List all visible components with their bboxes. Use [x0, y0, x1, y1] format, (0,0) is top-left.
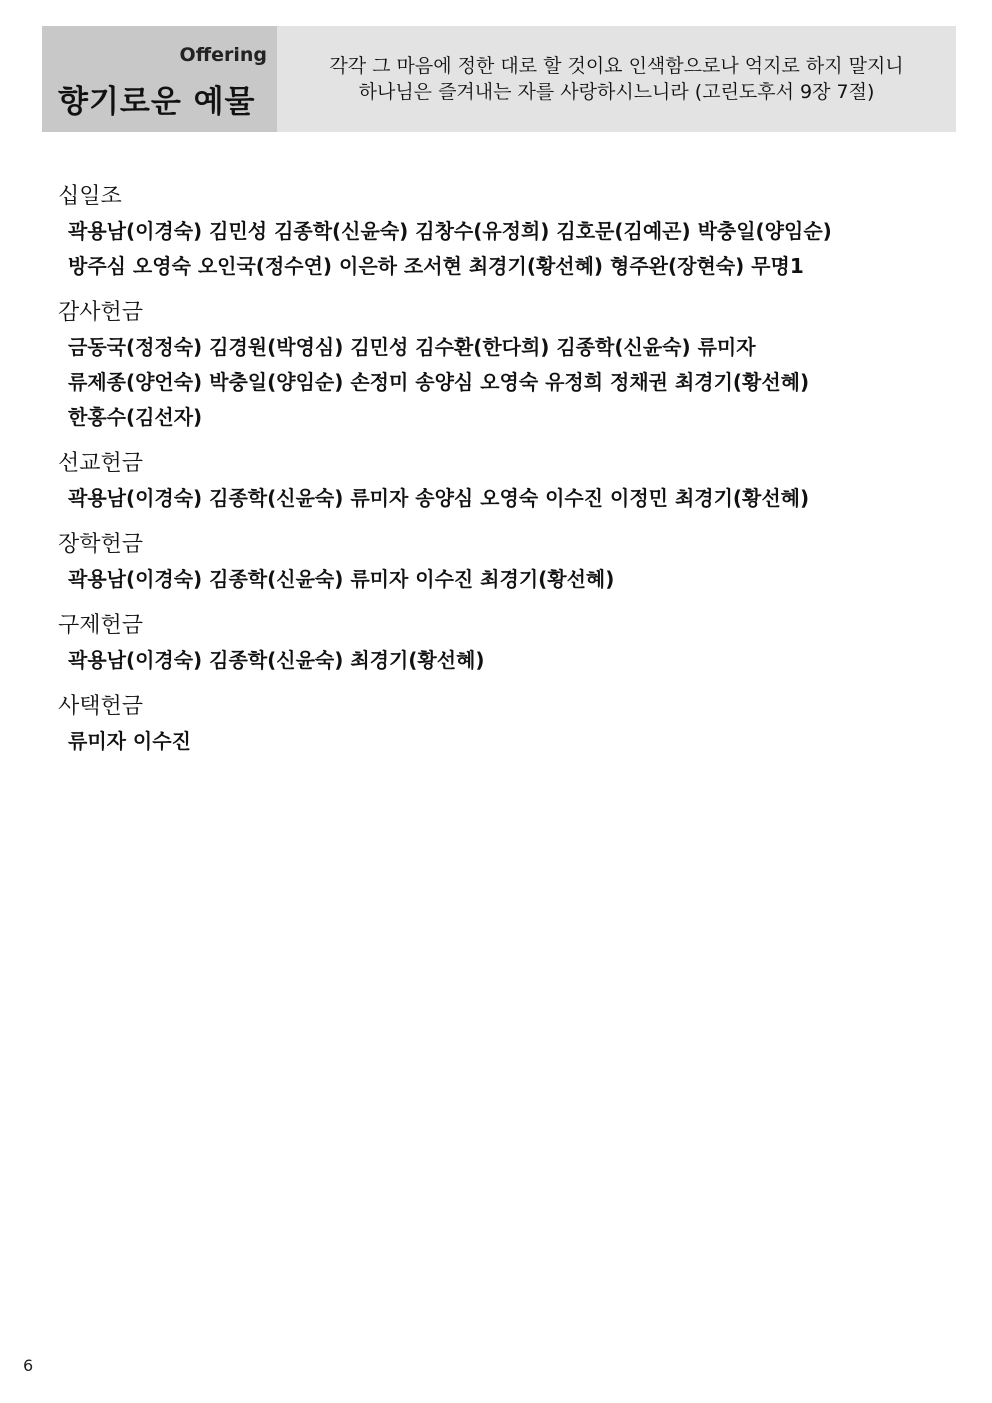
header-verse: [277, 26, 956, 132]
section-relief: [58, 609, 938, 678]
verse-line: 각각 그 마음에 정한 대로 할 것이요 인색함으로나 억지로 하지 말지니: [329, 55, 904, 77]
section-title: 장학헌금: [58, 532, 144, 557]
section-title: 사택헌금: [58, 694, 144, 719]
names-line: 곽용남(이경숙) 김종학(신윤숙) 최경기(황선혜): [68, 648, 485, 672]
names-line: 금동국(정정숙) 김경원(박영심) 김민성 김수환(한다희) 김종학(신윤숙) 류미자: [68, 335, 756, 359]
section-title: 구제헌금: [58, 613, 144, 638]
section-names: [58, 481, 938, 516]
section-names: [58, 643, 938, 678]
section-title: 십일조: [58, 184, 122, 209]
header-korean-title: 향기로운 예물: [58, 84, 256, 120]
section-names: [58, 330, 938, 435]
section-title: 감사헌금: [58, 300, 144, 325]
verse-line: 하나님은 즐겨내는 자를 사랑하시느니라 (고린도후서 9장 7절): [358, 81, 875, 103]
section-thanksgiving: [58, 296, 938, 435]
names-line: 곽용남(이경숙) 김종학(신윤숙) 류미자 송양심 오영숙 이수진 이정민 최경기(황선혜): [68, 486, 810, 510]
offering-list: [58, 180, 938, 771]
page-number: 6: [23, 1356, 34, 1375]
names-line: 류제종(양언숙) 박충일(양임순) 손정미 송양심 오영숙 유정희 정채권 최경기(황선혜): [68, 370, 810, 394]
section-scholarship: [58, 528, 938, 597]
section-names: [58, 214, 938, 284]
names-line: 방주심 오영숙 오인국(정수연) 이은하 조서현 최경기(황선혜) 형주완(장현숙) 무명1: [68, 254, 804, 278]
names-line: 곽용남(이경숙) 김종학(신윤숙) 류미자 이수진 최경기(황선혜): [68, 567, 615, 591]
names-line: 한홍수(김선자): [68, 405, 203, 429]
header-title-box: [42, 26, 277, 132]
names-line: 곽용남(이경숙) 김민성 김종학(신윤숙) 김창수(유정희) 김호문(김예곤) 박충일(양임순): [68, 219, 832, 243]
section-title: 선교헌금: [58, 451, 144, 476]
header-band: [42, 26, 956, 132]
section-names: [58, 562, 938, 597]
section-tithe: [58, 180, 938, 284]
header-english-title: Offering: [179, 44, 267, 66]
section-names: [58, 724, 938, 759]
section-mission: [58, 447, 938, 516]
names-line: 류미자 이수진: [68, 729, 191, 753]
section-parsonage: [58, 690, 938, 759]
